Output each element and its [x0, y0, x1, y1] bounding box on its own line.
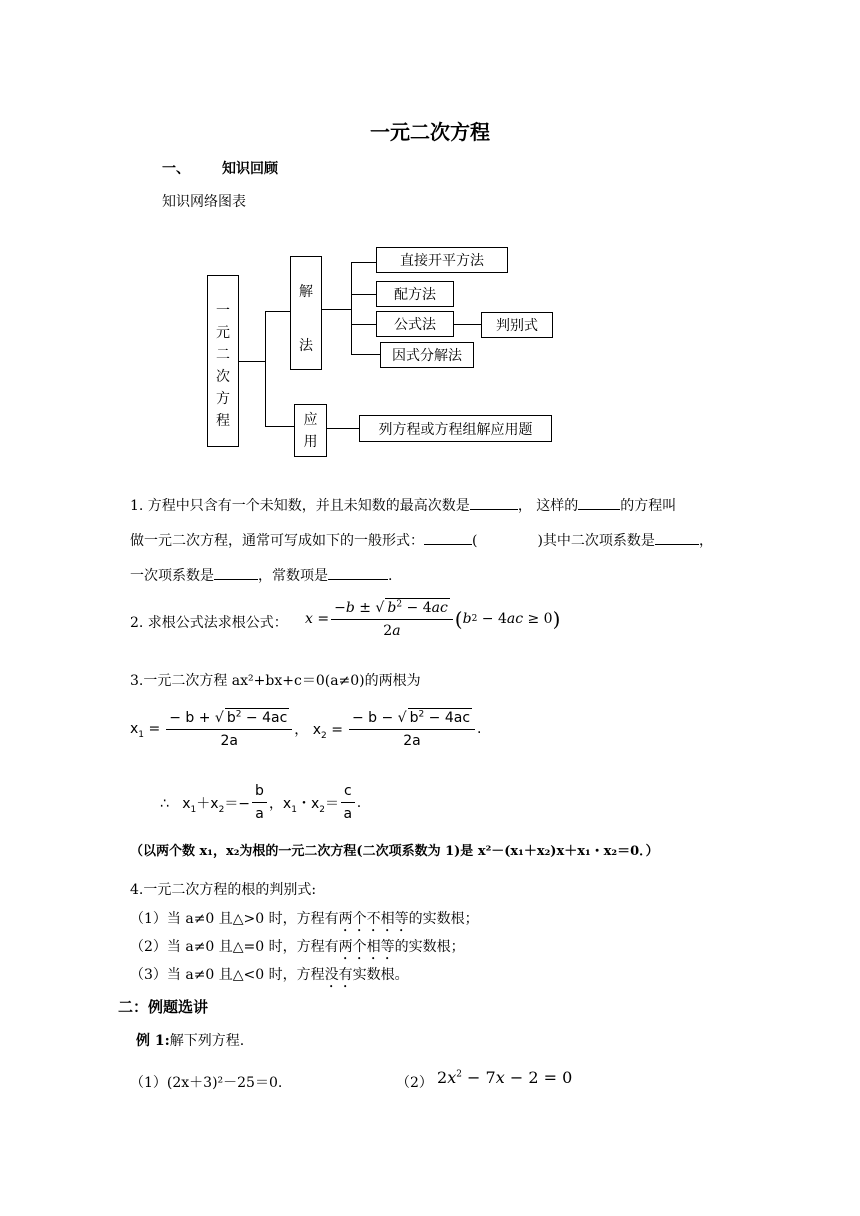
solve-char: 解	[299, 284, 313, 300]
case-text: 的实数根；	[408, 911, 479, 927]
example-label: 例 1:	[136, 1033, 170, 1049]
section-1-heading: 知识回顾	[222, 161, 278, 177]
item-1-text: .	[388, 568, 393, 584]
connector	[265, 311, 291, 312]
case-text: （3）当 a≠0 且△<0 时，方程	[130, 967, 325, 983]
discriminant-case-1	[130, 908, 479, 935]
example-1	[136, 1030, 244, 1050]
item-3-label: 3.一元二次方程 ax²+bx+c＝0(a≠0)的两根为	[130, 673, 421, 689]
item-1-text: ， 这样的	[517, 498, 579, 514]
method-complete-square: 配方法	[376, 281, 454, 307]
item-1-text: (	[472, 533, 478, 549]
connector	[351, 354, 381, 355]
section-1-number: 一、	[162, 161, 190, 177]
apply-box	[294, 404, 327, 457]
root-char: 次	[216, 369, 230, 385]
connector	[351, 324, 377, 325]
method-factoring: 因式分解法	[380, 342, 474, 368]
root-char: 二	[216, 347, 230, 363]
connector	[351, 262, 352, 354]
apply-char: 用	[303, 434, 318, 450]
root-char: 一	[216, 303, 230, 319]
solve-char: 法	[299, 338, 313, 354]
case-emphasis: 没有	[324, 967, 353, 983]
fill-blank	[470, 495, 518, 510]
quadratic-formula: x = $\frac{-b \pm √ b^2 - 4ac}{2a}$ ( b 2 − 4 ac ≥ 0 )	[305, 599, 561, 639]
case-text: 实数根。	[352, 967, 409, 983]
example-1-question-2-label: （2）	[396, 1075, 433, 1091]
connector	[239, 361, 266, 362]
case-emphasis: 两个不相等	[338, 911, 409, 927]
method-direct-sqrt: 直接开平方法	[376, 247, 508, 273]
item-1-line-2	[130, 530, 713, 550]
fill-blank	[214, 565, 258, 580]
case-text: （1）当 a≠0 且△>0 时，方程有	[130, 911, 339, 927]
case-emphasis: 两个相等	[338, 939, 395, 955]
discriminant-case-3	[130, 964, 409, 991]
example-1-question-1: （1）(2x＋3)²－25＝0.	[130, 1075, 283, 1091]
root-char: 元	[216, 325, 230, 341]
root-char: 方	[216, 391, 230, 407]
diagram-caption: 知识网络图表	[162, 194, 246, 210]
example-1-question-2-equation: $2x^2 - 7x - 2 = 0$	[437, 1068, 573, 1087]
item-4-heading: 4.一元二次方程的根的判别式:	[130, 882, 317, 898]
connector	[351, 262, 377, 263]
root-char: 程	[216, 413, 230, 429]
case-text: 的实数根；	[394, 939, 465, 955]
connector	[265, 311, 266, 427]
application-box: 列方程或方程组解应用题	[359, 415, 552, 442]
connector	[351, 294, 377, 295]
section-2-heading: 二：例题选讲	[118, 998, 209, 1016]
connector	[454, 324, 482, 325]
fill-blank	[424, 530, 472, 545]
item-1-text: 做一元二次方程，通常可写成如下的一般形式：	[130, 533, 424, 549]
fill-blank	[578, 495, 620, 510]
connector	[327, 428, 360, 429]
page-title: 一元二次方程	[370, 120, 490, 144]
method-formula: 公式法	[376, 311, 454, 337]
item-1-text: )其中二次项系数是	[537, 533, 655, 549]
example-text: 解下列方程.	[169, 1033, 245, 1049]
solve-box	[290, 256, 322, 370]
item-1-text: ，常数项是	[258, 568, 328, 584]
connector	[265, 426, 295, 427]
discriminant-box: 判别式	[481, 312, 553, 338]
roots-formula: $x_1$ = $\frac{- b + √ b^2 - 4ac}{2a}$ ， $x_2$ = $\frac{- b - √ b^2 - 4ac}{2a}$ .	[130, 709, 482, 749]
apply-char: 应	[303, 412, 318, 428]
item-1-line-3	[130, 565, 392, 585]
item-1-text: ，	[698, 533, 713, 549]
case-text: （2）当 a≠0 且△=0 时，方程有	[130, 939, 339, 955]
item-2-label: 2. 求根公式法求根公式：	[130, 615, 288, 631]
vieta-note: （以两个数 x₁，x₂为根的一元二次方程(二次项系数为 1)是 x²－(x₁＋x₂)x＋x₁・x₂＝0．）	[130, 844, 659, 859]
connector	[322, 309, 352, 310]
vieta-formula: ∴ $x_1+x_2=-$ $\frac{b}{a}$ ，$x_1$・$x_2=$ $\frac{c}{a}$ .	[160, 783, 362, 822]
item-1-text: 1. 方程中只含有一个未知数，并且未知数的最高次数是	[130, 498, 470, 514]
item-1-text: 的方程叫	[620, 498, 677, 514]
fill-blank	[655, 530, 699, 545]
discriminant-case-2	[130, 936, 465, 963]
root-box	[207, 275, 239, 447]
fill-blank	[328, 565, 388, 580]
item-1-line-1	[130, 495, 676, 515]
item-1-text: 一次项系数是	[130, 568, 214, 584]
